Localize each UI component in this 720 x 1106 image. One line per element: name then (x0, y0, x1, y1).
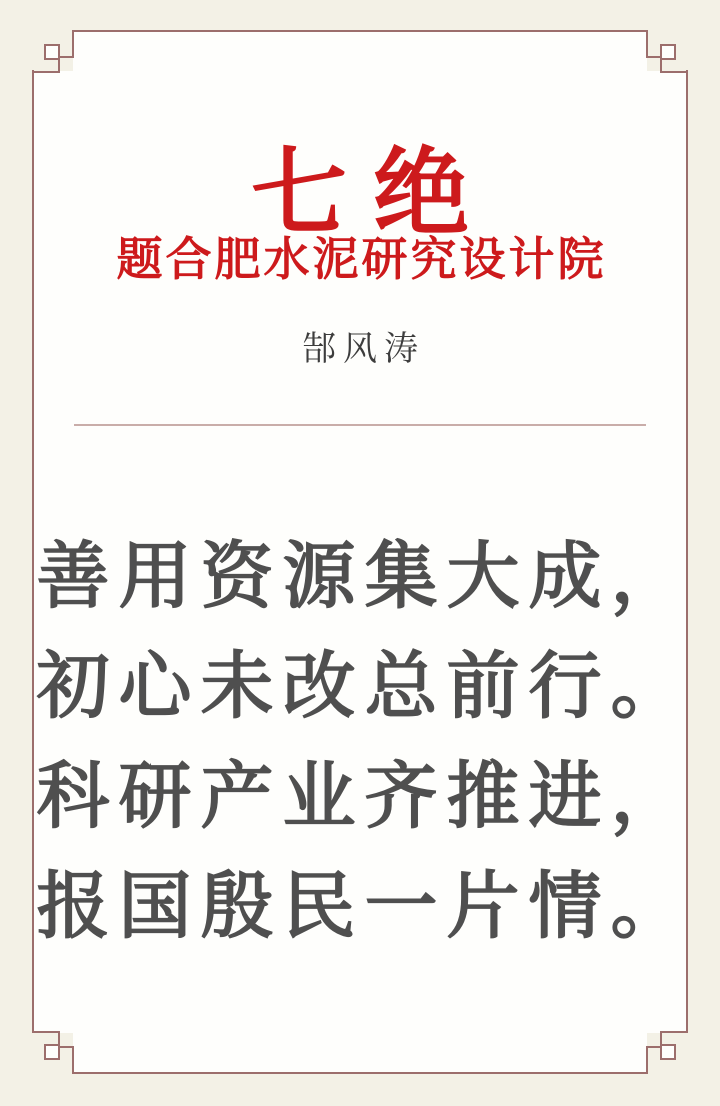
frame-corner-ornament-bottom-right (644, 1030, 688, 1074)
corner-line (60, 1046, 74, 1048)
corner-line (32, 71, 60, 73)
corner-line (646, 1046, 660, 1048)
frame-corner-ornament-bottom-left (32, 1030, 76, 1074)
corner-line (660, 1031, 688, 1033)
poem-line: 报国殷民一片情。 (36, 866, 693, 947)
divider-line (74, 424, 646, 426)
corner-line (72, 1046, 74, 1074)
poem-subtitle: 题合肥水泥研究设计院 (116, 234, 607, 285)
frame-border-top (72, 30, 648, 32)
corner-line (660, 71, 688, 73)
poem-title: 七绝 (251, 140, 495, 247)
frame-corner-ornament-top-right (644, 30, 688, 74)
corner-square-icon (44, 1044, 60, 1060)
poem-line: 科研产业齐推进， (36, 756, 693, 837)
corner-line (32, 1031, 60, 1033)
corner-line (646, 56, 660, 58)
poem-body (0, 522, 720, 962)
corner-square-icon (44, 44, 60, 60)
corner-line (72, 30, 74, 58)
poem-line: 初心未改总前行。 (36, 646, 693, 727)
frame-border-bottom (72, 1072, 648, 1074)
corner-square-icon (660, 1044, 676, 1060)
frame-corner-ornament-top-left (32, 30, 76, 74)
poem-line: 善用资源集大成， (36, 536, 693, 617)
corner-line (60, 56, 74, 58)
author-name: 郜风涛 (302, 331, 425, 368)
corner-line (646, 30, 648, 58)
corner-square-icon (660, 44, 676, 60)
corner-line (646, 1046, 648, 1074)
